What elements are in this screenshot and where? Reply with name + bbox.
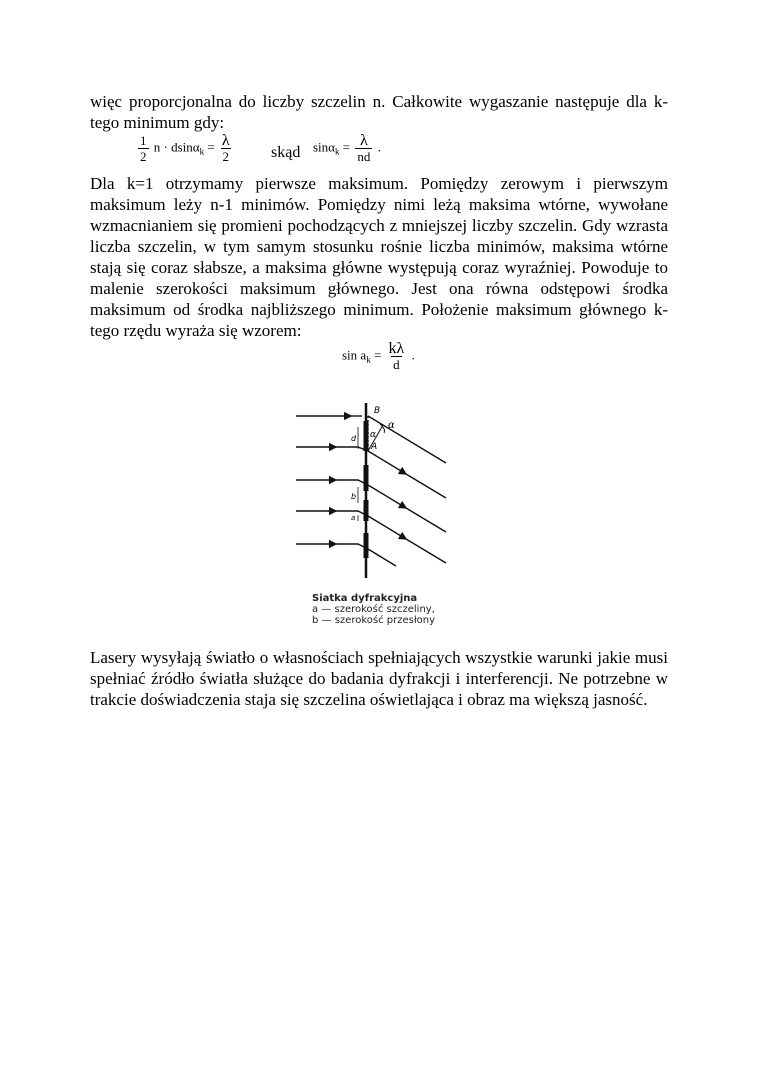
diffraction-grating-figure <box>296 403 468 638</box>
incident-rays <box>296 416 368 549</box>
fraction-half: $\frac{1}{2}$ <box>140 133 147 164</box>
paragraph-1: więc proporcjonalna do liczby szczelin n. Całkowite wygaszanie następuje dla k-tego minimum gdy: <box>90 92 668 132</box>
label-alpha-1: α <box>388 420 395 431</box>
equation-maximum: $\sin a_k$ = $\frac{k\lambda}{d}$ . <box>342 340 415 372</box>
fraction-k-lambda-d: $\frac{k\lambda}{d}$ <box>388 340 405 372</box>
paragraph-2: Dla k=1 otrzymamy pierwsze maksimum. Pomiędzy zerowym i pierwszym maksimum leży n-1 minimów. Pomiędzy nimi leżą maksima wtórne, wywołane wzmacnianiem się promieni pochodzących z mniejszej liczby szczelin. Gdy wzrasta liczba szczelin, w tym samym stosunku rośnie liczba minimów, maksima wtórne stają się coraz słabsze, a maksima główne występują coraz wyraźniej. Powoduje to malenie szerokości maksimum głównego. Jest ona równa odstępowi środka maksimum od środka najbliższego minimum. Położenie maksimum głównego k-tego rzędu wyraża się wzorem: <box>90 174 668 340</box>
grating-diagram <box>296 403 468 593</box>
label-alpha-2: α <box>370 430 377 440</box>
figure-caption <box>312 593 472 626</box>
fraction-lambda-nd: $\frac{\lambda}{nd}$ <box>357 132 371 164</box>
diffracted-rays <box>368 416 446 566</box>
label-a: a <box>351 514 356 522</box>
equation-1b: sinα$_k$ = $\frac{\lambda}{nd}$ . <box>313 132 381 164</box>
fraction-lambda-half: $\frac{\lambda}{2}$ <box>221 132 230 164</box>
label-d: d <box>351 434 357 443</box>
page-content <box>90 91 668 381</box>
equation-connector: skąd <box>271 144 301 161</box>
caption-a: a — szerokość szczeliny, <box>312 604 435 615</box>
equation-minimum <box>90 133 668 173</box>
bottom-content <box>90 647 668 710</box>
paragraph-3: Lasery wysyłają światło o własnościach spełniających wszystkie warunki jakie musi spełniać źródło światła służące do badania dyfrakcji i interferencji. Ne potrzebne w trakcie doświadczenia staja się szczelina oświetlająca i obraz ma większą jasność. <box>90 648 668 709</box>
caption-title: Siatka dyfrakcyjna <box>312 593 418 604</box>
label-A: A <box>371 442 378 452</box>
caption-b: b — szerokość przesłony <box>312 615 436 626</box>
label-B: B <box>374 406 381 416</box>
equation-1a: $\frac{1}{2}$ n · dsinα$_k$ = $\frac{\lambda}{2}$ <box>140 132 230 164</box>
label-b: b <box>351 492 357 501</box>
